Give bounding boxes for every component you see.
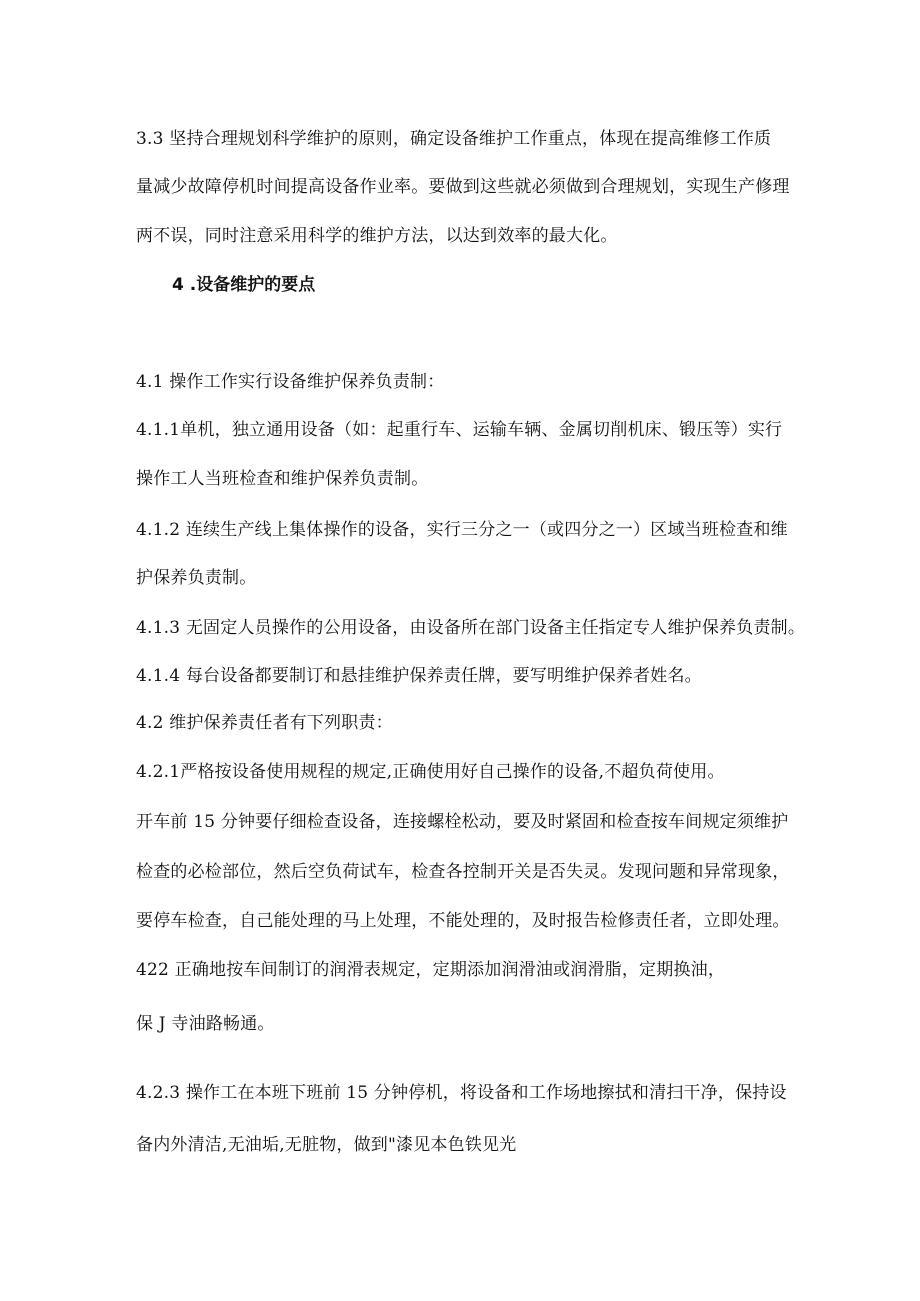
paragraph-startup-line-2: 检查的必检部位，然后空负荷试车，检查各控制开关是否失灵。发现问题和异常现象，	[136, 862, 790, 882]
paragraph-4-1-3: 4.1.3 无固定人员操作的公用设备，由设备所在部门设备主任指定专人维护保养负责制。	[136, 618, 806, 638]
paragraph-3-3-line-2: 量减少故障停机时间提高设备作业率。要做到这些就必须做到合理规划，实现生产修理	[136, 177, 790, 197]
paragraph-4-2-1: 4.2.1严格按设备使用规程的规定,正确使用好自己操作的设备,不超负荷使用。	[136, 762, 725, 782]
paragraph-4-1-4: 4.1.4 每台设备都要制订和悬挂维护保养责任牌，要写明维护保养者姓名。	[136, 666, 702, 686]
paragraph-4-1-2-line-2: 护保养负责制。	[136, 568, 257, 588]
paragraph-4-1-2-line-1: 4.1.2 连续生产线上集体操作的设备，实行三分之一（或四分之一）区域当班检查和维	[136, 520, 788, 540]
paragraph-4-2-3-line-2: 备内外清洁,无油垢,无脏物，做到"漆见本色铁见光	[136, 1135, 517, 1155]
paragraph-4-2-2-line-1: 422 正确地按车间制订的润滑表规定，定期添加润滑油或润滑脂，定期换油，	[136, 960, 726, 980]
paragraph-3-3-line-1: 3.3 坚持合理规划科学维护的原则，确定设备维护工作重点，体现在提高维修工作质	[136, 129, 772, 149]
paragraph-3-3-line-3: 两不误，同时注意采用科学的维护方法，以达到效率的最大化。	[136, 226, 618, 246]
paragraph-4-2-3-line-1: 4.2.3 操作工在本班下班前 15 分钟停机，将设备和工作场地擦拭和清扫干净，保持设	[136, 1083, 787, 1103]
paragraph-4-2: 4.2 维护保养责任者有下列职责：	[136, 713, 393, 733]
paragraph-startup-line-1: 开车前 15 分钟要仔细检查设备，连接螺栓松动，要及时紧固和检查按车间规定须维护	[136, 812, 789, 832]
paragraph-4-2-2-line-2: 保 J 寺油路畅通。	[136, 1014, 275, 1034]
paragraph-4-1-1-line-1: 4.1.1单机，独立通用设备（如：起重行车、运输车辆、金属切削机床、锻压等）实行	[136, 420, 783, 440]
section-heading-4: 4 .设备维护的要点	[172, 275, 316, 295]
paragraph-startup-line-3: 要停车检查，自己能处理的马上处理，不能处理的，及时报告检修责任者，立即处理。	[136, 911, 790, 931]
paragraph-4-1-1-line-2: 操作工人当班检查和维护保养负责制。	[136, 469, 429, 489]
paragraph-4-1: 4.1 操作工作实行设备维护保养负责制：	[136, 372, 445, 392]
